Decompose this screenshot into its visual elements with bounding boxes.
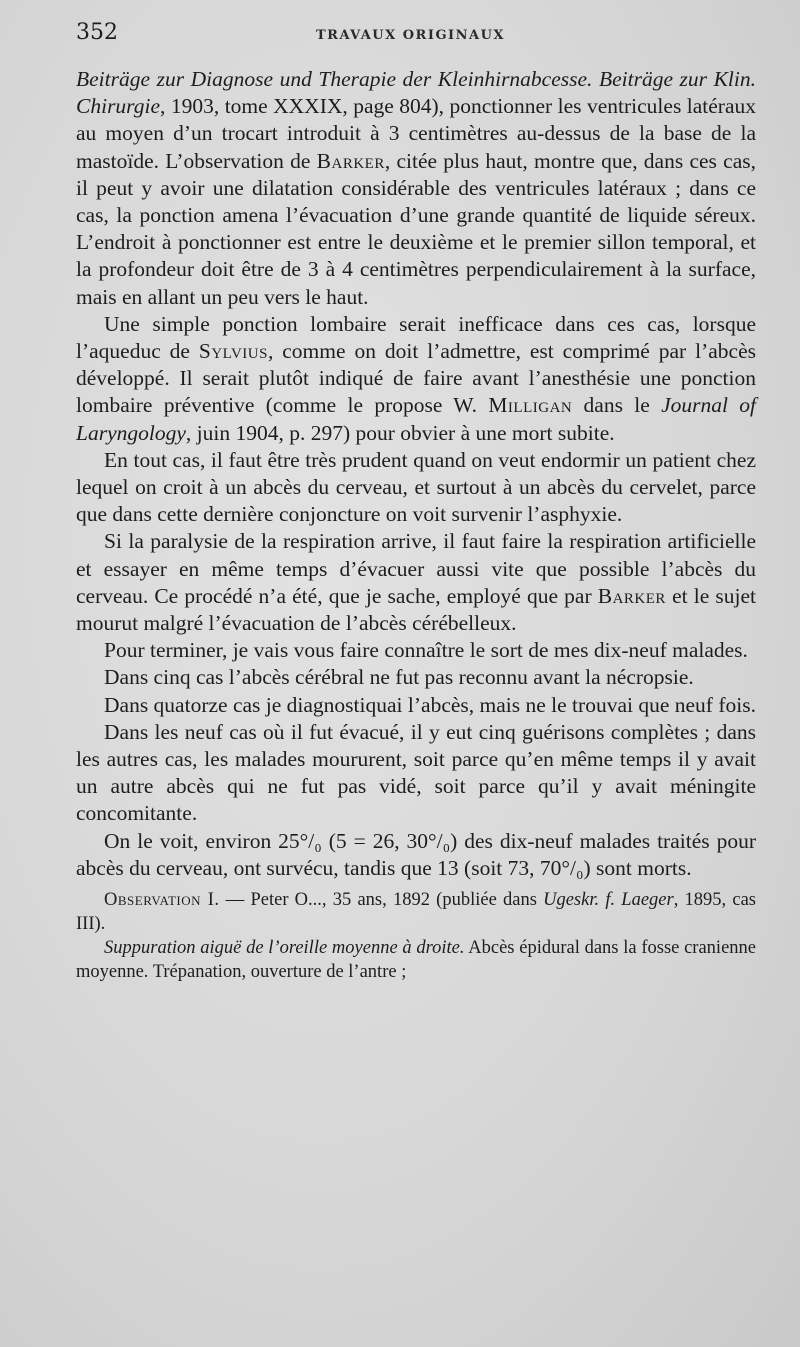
text-run: — Peter O..., 35 ans, 1892 (publiée dans [219, 890, 544, 911]
small-caps-name: Observation I. [104, 890, 220, 911]
text-run: Une simple ponction lombaire serait inefficace dans ces cas, lorsque l’aqueduc de [76, 311, 756, 364]
italic-text: Ugeskr. f. Laeger [543, 890, 674, 911]
paragraph [76, 311, 756, 447]
text-run: Pour terminer, je vais vous faire connaître le sort de mes dix-neuf malades. [104, 638, 748, 663]
text-run: et le sujet mourut malgré l’évacuation de l’abcès cérébelleux. [76, 583, 756, 636]
text-run: , juin 1904, p. 297) pour obvier à une mort subite. [185, 420, 615, 445]
page-header [76, 20, 756, 50]
body-text [76, 66, 756, 882]
text-run: Si la paralysie de la respiration arrive, il faut faire la respiration artificielle et essayer en même temps d’évacuer aussi vite que possible l’abcès du cerveau. Ce procédé n’a été, que je sache, employé que par [76, 529, 756, 608]
text-run: Dans quatorze cas je diagnostiquai l’abcès, mais ne le trouvai que neuf fois. [104, 692, 756, 717]
small-caps-name: Barker [597, 583, 666, 608]
paragraph [76, 692, 756, 719]
italic-text: Beiträge zur Diagnose und Therapie der Kleinhirnabcesse. Beiträge zur Klin. Chirurgie [76, 67, 756, 119]
text-run: , 1903, tome XXXIX, page 804), ponctionner les ventricules latéraux au moyen d’un trocart introduit à 3 centimètres au-dessus de la base de la mastoïde. L’observation de [76, 94, 756, 173]
text-run: , citée plus haut, montre que, dans ces cas, il peut y avoir une dilatation considérable des ventricules latéraux ; dans ce cas, la ponction amena l’évacuation d’une grande quantité de liquide séreux. L’endroit à ponctionner est entre le deuxième et le premier sillon temporal, et la profondeur doit être de 3 à 4 centimètres perpendiculairement à la surface, mais en allant un peu vers le haut. [76, 148, 756, 309]
small-caps-name: Sylvius [198, 339, 268, 364]
observation-block [76, 888, 756, 984]
text-run: En tout cas, il faut être très prudent quand on veut endormir un patient chez lequel on croit à un abcès du cerveau, et surtout à un abcès du cervelet, parce que dans cette dernière conjoncture on voit survenir l’asphyxie. [76, 447, 756, 527]
observation-summary [76, 936, 756, 984]
italic-text: Suppuration aiguë de l’oreille moyenne à droite. [104, 938, 465, 959]
paragraph [76, 664, 756, 691]
text-run: , 1895, cas III). [76, 890, 757, 935]
text-run: dans le [572, 393, 662, 418]
small-caps-name: Barker [316, 148, 385, 173]
observation-heading [76, 888, 756, 936]
text-run: , comme on doit l’admettre, est comprimé par l’abcès développé. Il serait plutôt indiqué de faire avant l’anesthésie une ponction lombaire préventive (comme le propose W. [76, 339, 756, 418]
paragraph [76, 528, 756, 637]
paragraph [76, 719, 756, 828]
text-run: Dans cinq cas l’abcès cérébral ne fut pas reconnu avant la nécropsie. [104, 665, 694, 690]
text-run: On le voit, environ 25°/₀ (5 = 26, 30°/₀) des dix-neuf malades traités pour abcès du cerveau, ont survécu, tandis que 13 (soit 73, 70°/₀) sont morts. [76, 828, 756, 880]
paragraph [76, 447, 756, 529]
paragraph [76, 66, 756, 311]
running-title: TRAVAUX ORIGINAUX [316, 28, 506, 43]
text-run: Dans les neuf cas où il fut évacué, il y eut cinq guérisons complètes ; dans les autres cas, les malades moururent, soit parce qu’en même temps il y avait un autre abcès qui ne fut pas vidé, soit parce qu’il y avait méningite concomitante. [76, 719, 756, 826]
paragraph [76, 828, 756, 882]
paragraph [76, 637, 756, 664]
text-run: Abcès épidural dans la fosse cranienne moyenne. Trépanation, ouverture de l’antre ; [76, 938, 756, 983]
page-number: 352 [76, 20, 118, 45]
italic-text: Journal of Laryngology [76, 393, 757, 445]
small-caps-name: Milligan [488, 393, 573, 418]
